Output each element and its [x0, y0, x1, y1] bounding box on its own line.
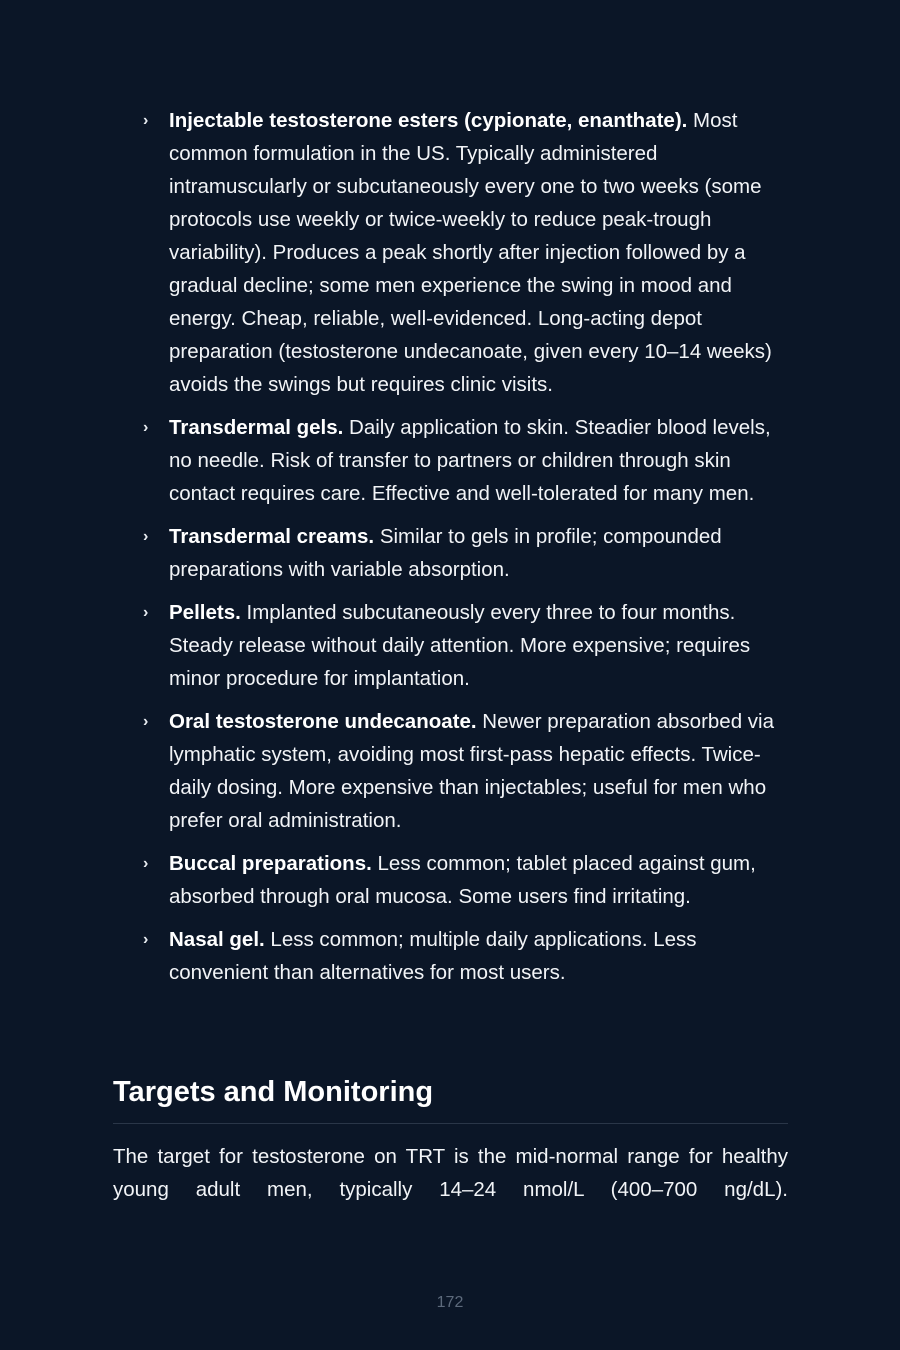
item-term: Injectable testosterone esters (cypionate, enanthate).	[169, 109, 688, 132]
item-term: Transdermal creams.	[169, 525, 375, 548]
chevron-right-icon: ›	[143, 713, 149, 730]
section-divider	[113, 1123, 788, 1124]
chevron-right-icon: ›	[143, 528, 149, 545]
body-paragraph: The target for testosterone on TRT is the mid-normal range for healthy young adult men, typically 14–24 nmol/L (400–700 ng/dL).	[113, 1145, 788, 1201]
item-text: Less common; tablet placed against gum, absorbed through oral mucosa. Some users find irritating.	[169, 852, 756, 908]
item-term: Pellets.	[169, 601, 241, 624]
chevron-right-icon: ›	[143, 112, 149, 129]
chevron-right-icon: ›	[143, 419, 149, 436]
formulation-list	[141, 104, 791, 999]
list-item-injectable	[141, 104, 791, 401]
section-heading: Targets and Monitoring	[113, 1076, 434, 1108]
item-text: Newer preparation absorbed via lymphatic system, avoiding most first-pass hepatic effects. Twice-daily dosing. More expensive than injectables; useful for men who prefer oral administration.	[169, 710, 775, 832]
item-text: Similar to gels in profile; compounded preparations with variable absorption.	[169, 525, 722, 581]
page-number: 172	[436, 1294, 464, 1311]
item-term: Transdermal gels.	[169, 416, 344, 439]
list-item-pellets	[141, 596, 791, 695]
item-term: Oral testosterone undecanoate.	[169, 710, 477, 733]
item-text: Daily application to skin. Steadier blood levels, no needle. Risk of transfer to partners or children through skin contact requires care. Effective and well-tolerated for many men.	[169, 416, 771, 505]
chevron-right-icon: ›	[143, 931, 149, 948]
chevron-right-icon: ›	[143, 855, 149, 872]
item-text: Less common; multiple daily applications. Less convenient than alternatives for most users.	[169, 928, 697, 984]
item-term: Nasal gel.	[169, 928, 265, 951]
item-text: Most common formulation in the US. Typically administered intramuscularly or subcutaneously every one to two weeks (some protocols use weekly or twice-weekly to reduce peak-trough variability). Produces a peak shortly after injection followed by a gradual decline; some men experience the swing in mood and energy. Cheap, reliable, well-evidenced. Long-acting depot preparation (testosterone undecanoate, given every 10–14 weeks) avoids the swings but requires clinic visits.	[169, 109, 772, 396]
item-term: Buccal preparations.	[169, 852, 372, 875]
list-item-buccal	[141, 847, 791, 913]
list-item-nasal	[141, 923, 791, 989]
list-item-transdermal-gels	[141, 411, 791, 510]
item-text: Implanted subcutaneously every three to four months. Steady release without daily attention. More expensive; requires minor procedure for implantation.	[169, 601, 751, 690]
list-item-transdermal-creams	[141, 520, 791, 586]
chevron-right-icon: ›	[143, 604, 149, 621]
list-item-oral	[141, 705, 791, 837]
